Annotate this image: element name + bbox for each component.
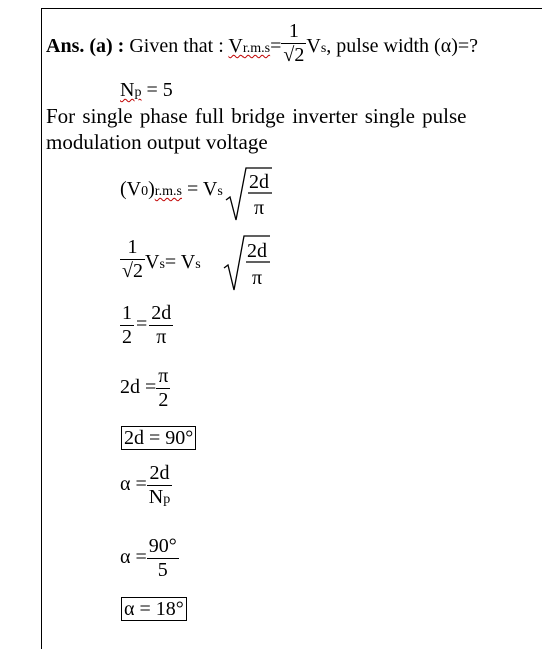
np-line — [120, 79, 173, 102]
eq1-lhs: (V — [120, 178, 142, 200]
header-eq: = — [270, 35, 282, 58]
eq1-lhs-sub: 0 — [141, 184, 149, 199]
given-text: Given that : — [129, 35, 224, 58]
eq7-frac — [147, 535, 179, 582]
vrms-sub: r.m.s — [242, 41, 271, 57]
np-sub: p — [134, 85, 142, 100]
equation-7 — [120, 535, 179, 582]
eq3-right-frac — [149, 302, 173, 349]
eq2-fraction — [120, 236, 145, 283]
equation-4 — [120, 365, 170, 412]
np-base: N — [120, 79, 135, 101]
eq2-eq: = V — [164, 251, 196, 274]
eq1-lhs-sub2: r.m.s — [154, 184, 183, 199]
eq3-left-frac — [120, 302, 134, 349]
eq1-rad-num: 2d — [249, 171, 269, 193]
eq1-radical — [224, 166, 274, 224]
eq2-rad-num: 2d — [247, 240, 267, 262]
np-rest: = 5 — [141, 79, 173, 101]
eq6-r-num: 2d — [149, 462, 170, 484]
eq2-num: 1 — [127, 236, 138, 258]
eq2-s: s — [159, 257, 165, 273]
eq6-r-den — [147, 485, 172, 509]
eq4-frac — [156, 365, 170, 412]
eq2-radical — [222, 234, 272, 294]
eq2-v: V — [144, 251, 160, 274]
eq6-den-sub: p — [163, 492, 171, 507]
eq5-boxed: 2d = 90° — [121, 426, 196, 450]
header-frac-den: √2 — [283, 44, 305, 66]
eq4-r-num: π — [158, 365, 169, 387]
eq6-den-base: N — [148, 486, 164, 508]
eq7-r-den: 5 — [147, 558, 179, 582]
eq8-boxed: α = 18° — [121, 597, 187, 621]
eq1-rhs-v: = V — [187, 178, 218, 200]
eq3-r-den: π — [149, 325, 173, 349]
eq1-rhs-s: s — [217, 184, 223, 199]
equation-8 — [121, 598, 187, 621]
eq6-lhs: α = — [120, 473, 147, 496]
eq2-den: √2 — [122, 260, 143, 282]
header-line — [46, 20, 479, 71]
equation-6 — [120, 462, 172, 509]
eq3-eq: = — [136, 313, 148, 336]
eq3-r-num: 2d — [151, 302, 172, 324]
vs-base: V — [306, 35, 321, 58]
eq6-frac — [147, 462, 172, 509]
answer-label: Ans. (a) : — [46, 35, 125, 58]
equation-1 — [120, 170, 223, 200]
equation-2 — [120, 236, 201, 283]
text-line-1: For single phase full bridge inverter single pulse — [46, 104, 467, 128]
vrms-symbol — [228, 35, 270, 57]
eq2-s2: s — [195, 257, 201, 273]
eq2-rad-den: π — [252, 267, 263, 289]
vrms-base: V — [228, 35, 243, 58]
eq1-lhs-close: ) — [148, 178, 155, 200]
eq4-lhs: 2d = — [120, 376, 157, 399]
header-fraction — [281, 20, 306, 67]
equation-3 — [120, 302, 173, 349]
eq4-r-den: 2 — [156, 388, 170, 412]
eq7-r-num: 90° — [148, 535, 177, 557]
eq3-l-den: 2 — [122, 326, 132, 348]
vs-sub: s — [320, 41, 327, 57]
eq1-rad-den: π — [254, 197, 265, 219]
text-line-2: modulation output voltage — [46, 130, 268, 154]
header-tail: , pulse width (α)=? — [326, 35, 479, 58]
eq7-lhs: α = — [120, 546, 147, 569]
header-frac-num: 1 — [288, 20, 299, 42]
eq3-l-num: 1 — [122, 302, 132, 324]
equation-5 — [121, 427, 196, 450]
